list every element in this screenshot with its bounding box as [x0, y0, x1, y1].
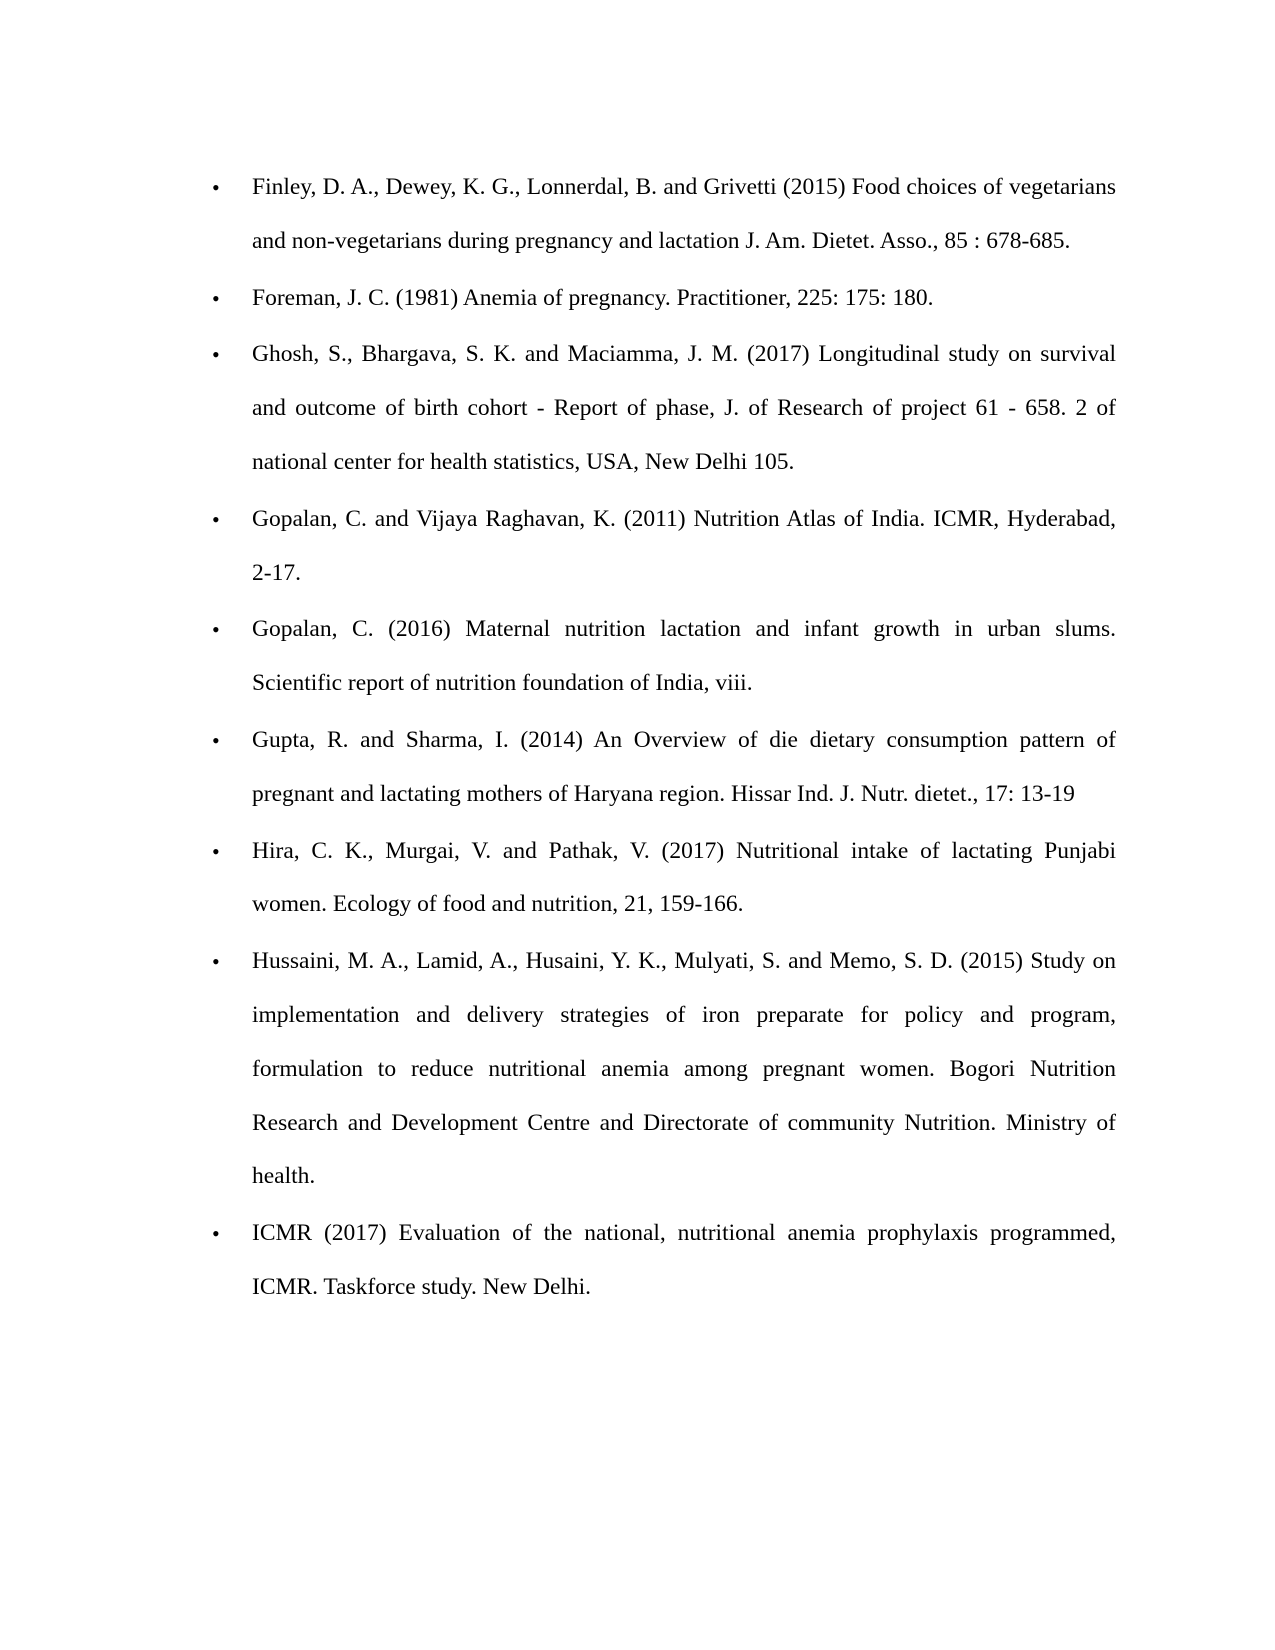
bullet-icon: •	[212, 1221, 220, 1247]
reference-text: Finley, D. A., Dewey, K. G., Lonnerdal, B. and Grivetti (2015) Food choices of vegetarians and non-vegetarians during pregnancy and lactation J. Am. Dietet. Asso., 85 : 678-685.	[252, 174, 1116, 254]
bullet-icon: •	[212, 838, 220, 864]
bullet-icon: •	[212, 949, 220, 975]
reference-item	[212, 603, 1116, 711]
bullet-icon: •	[212, 727, 220, 753]
bullet-icon: •	[212, 175, 220, 200]
reference-text: Gopalan, C. and Vijaya Raghavan, K. (2011) Nutrition Atlas of India. ICMR, Hyderabad, 2-17.	[252, 505, 1116, 586]
bullet-icon: •	[212, 285, 220, 311]
reference-item	[212, 328, 1116, 489]
reference-text: Foreman, J. C. (1981) Anemia of pregnancy. Practitioner, 225: 175: 180.	[252, 284, 934, 311]
reference-list	[212, 161, 1116, 1318]
reference-text: ICMR (2017) Evaluation of the national, nutritional anemia prophylaxis programmed, ICMR. Taskforce study. New Delhi.	[252, 1220, 1116, 1300]
reference-text: Hira, C. K., Murgai, V. and Pathak, V. (2017) Nutritional intake of lactating Punjabi women. Ecology of food and nutrition, 21, 159-166.	[252, 837, 1116, 918]
reference-item	[212, 493, 1116, 601]
bullet-icon: •	[212, 506, 220, 532]
reference-item	[212, 825, 1116, 933]
reference-item	[212, 935, 1116, 1204]
reference-item	[212, 714, 1116, 822]
reference-item	[212, 272, 1116, 326]
bullet-icon: •	[212, 342, 220, 368]
bullet-icon: •	[212, 617, 220, 643]
reference-item	[212, 161, 1116, 269]
reference-item	[212, 1207, 1116, 1315]
reference-text: Gopalan, C. (2016) Maternal nutrition lactation and infant growth in urban slums. Scientific report of nutrition foundation of India, viii.	[252, 616, 1116, 697]
reference-text: Hussaini, M. A., Lamid, A., Husaini, Y. K., Mulyati, S. and Memo, S. D. (2015) Study on implementation and delivery strategies of iron preparate for policy and program, formulation to reduce nutritional anemia among pregnant women. Bogori Nutrition Research and Development Centre and Directorate of community Nutrition. Ministry of health.	[252, 948, 1116, 1190]
reference-text: Ghosh, S., Bhargava, S. K. and Maciamma, J. M. (2017) Longitudinal study on survival and outcome of birth cohort - Report of phase, J. of Research of project 61 - 658. 2 of national center for health statistics, USA, New Delhi 105.	[252, 341, 1116, 475]
reference-text: Gupta, R. and Sharma, I. (2014) An Overview of die dietary consumption pattern of pregnant and lactating mothers of Haryana region. Hissar Ind. J. Nutr. dietet., 17: 13-19	[252, 726, 1116, 807]
